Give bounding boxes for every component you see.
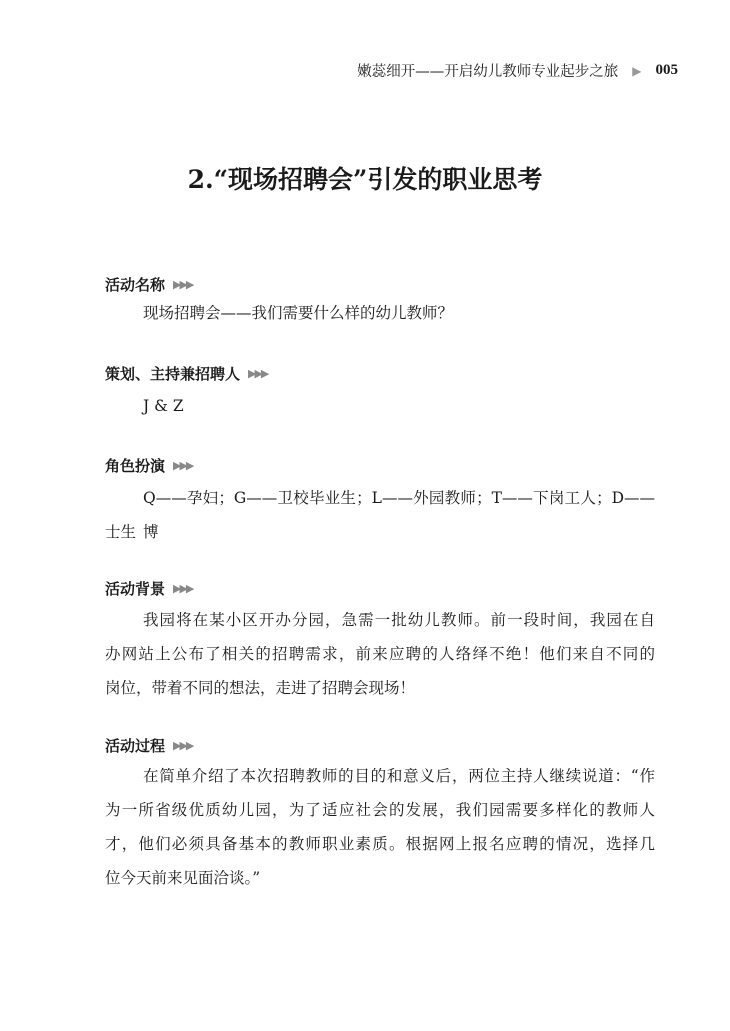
running-title: 嫩蕊细开——开启幼儿教师专业起步之旅	[357, 64, 619, 80]
text-line: 岗位，带着不同的想法，走进了招聘会现场！	[105, 679, 416, 697]
text-line: J & Z	[143, 397, 184, 415]
text-line: 为一所省级优质幼儿园，为了适应社会的发展，我们园需要多样化的教师人	[105, 801, 655, 819]
triple-arrow-icon: ▶▶▶	[173, 459, 193, 472]
heading-activity-name	[105, 274, 192, 295]
heading-text: 活动名称	[105, 276, 166, 294]
heading-text: 活动过程	[105, 737, 166, 755]
heading-roles	[105, 455, 192, 476]
page-number: 005	[655, 62, 678, 78]
paragraph-roles	[105, 481, 655, 549]
heading-background	[105, 578, 192, 599]
heading-text: 活动背景	[105, 580, 166, 598]
triple-arrow-icon: ▶▶▶	[173, 582, 193, 595]
text-line: Q——孕妇；G——卫校毕业生；L——外园教师；T——下岗工人；D——博	[143, 489, 655, 541]
text-line: 才，他们必须具备基本的教师职业素质。根据网上报名应聘的情况，选择几	[105, 835, 655, 853]
text-line: 士生	[105, 523, 137, 541]
heading-text: 角色扮演	[105, 457, 166, 475]
heading-text: 策划、主持兼招聘人	[105, 365, 241, 383]
section-title: 2.“现场招聘会”引发的职业思考	[187, 165, 543, 194]
triangle-arrow-icon: ▶	[632, 63, 642, 78]
heading-process	[105, 735, 192, 756]
text-line: 在简单介绍了本次招聘教师的目的和意义后，两位主持人继续说道：“作	[143, 767, 655, 785]
triple-arrow-icon: ▶▶▶	[248, 367, 268, 380]
paragraph-activity-name	[105, 296, 655, 330]
text-line: 位今天前来见面洽谈。”	[105, 869, 261, 887]
text-line: 我园将在某小区开办分园，急需一批幼儿教师。前一段时间，我园在自	[143, 611, 655, 629]
triple-arrow-icon: ▶▶▶	[173, 739, 193, 752]
paragraph-background	[105, 603, 655, 705]
heading-organizer	[105, 363, 267, 384]
text-line: 现场招聘会——我们需要什么样的幼儿教师？	[143, 304, 454, 322]
triple-arrow-icon: ▶▶▶	[173, 278, 193, 291]
paragraph-organizer	[105, 389, 655, 423]
paragraph-process	[105, 759, 655, 895]
running-header	[357, 60, 678, 81]
text-line: 办网站上公布了相关的招聘需求，前来应聘的人络绎不绝！他们来自不同的	[105, 645, 655, 663]
